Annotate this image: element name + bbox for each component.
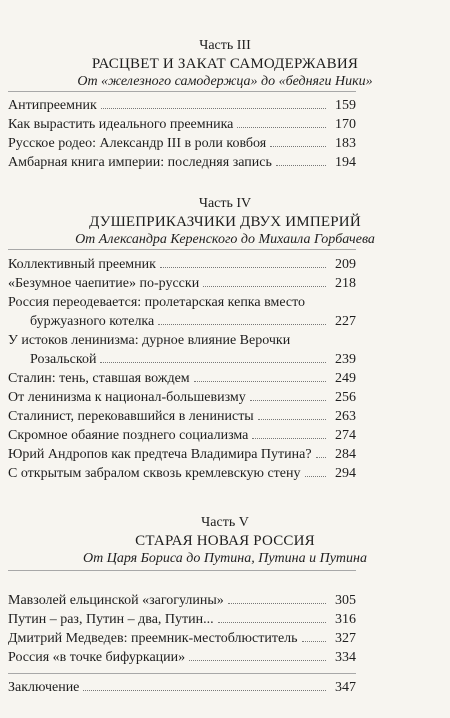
part-subtitle: От Царя Бориса до Путина, Путина и Путина [83,551,367,566]
part-title: ДУШЕПРИКАЗЧИКИ ДВУХ ИМПЕРИЙ [89,214,361,230]
part-title: РАСЦВЕТ И ЗАКАТ САМОДЕРЖАВИЯ [91,56,359,72]
part-subtitle: От Александра Керенского до Михаила Горбачева [75,232,375,247]
toc-part-5 [8,591,356,667]
toc-entry[interactable]: Сталинист, перековавшийся в ленинисты 263 [8,409,356,424]
part-title: СТАРАЯ НОВАЯ РОССИЯ [135,533,315,549]
toc-entry[interactable]: Юрий Андропов как предтеча Владимира Путина? 284 [8,447,356,462]
part-number: Часть IV [198,196,252,211]
part-4-header [0,196,450,248]
toc-entry[interactable]: От ленинизма к национал-большевизму 256 [8,390,356,405]
part-5-header [0,515,450,567]
part-subtitle: От «железного самодержца» до «бедняги Ники» [77,74,373,89]
toc-entry[interactable]: Амбарная книга империи: последняя запись 194 [8,155,356,170]
part-number: Часть V [201,515,249,530]
toc-entry[interactable]: У истоков ленинизма: дурное влияние Верочки Розальской 239 [8,333,356,367]
toc-entry[interactable]: Россия переодевается: пролетарская кепка вместо буржуазного котелка 227 [8,295,356,329]
toc-entry[interactable]: Заключение 347 [8,680,356,695]
toc-entry[interactable]: Дмитрий Медведев: преемник-местоблюститель 327 [8,631,356,646]
part-number: Часть III [199,38,251,53]
toc-entry[interactable]: Сталин: тень, ставшая вождем 249 [8,371,356,386]
divider [8,249,356,250]
toc-entry[interactable]: Путин – раз, Путин – два, Путин... 316 [8,612,356,627]
divider [8,570,356,571]
toc-conclusion [8,678,356,697]
divider [8,91,356,92]
toc-entry[interactable]: «Безумное чаепитие» по-русски 218 [8,276,356,291]
toc-entry[interactable]: Как вырастить идеального преемника 170 [8,117,356,132]
toc-entry[interactable]: Россия «в точке бифуркации» 334 [8,650,356,665]
toc-entry[interactable]: Мавзолей ельцинской «загогулины» 305 [8,593,356,608]
toc-entry[interactable]: Скромное обаяние позднего социализма 274 [8,428,356,443]
toc-part-3 [8,96,356,172]
toc-entry[interactable]: С открытым забралом сквозь кремлевскую стену 294 [8,466,356,481]
divider [8,673,356,674]
toc-entry[interactable]: Коллективный преемник 209 [8,257,356,272]
part-3-header [0,38,450,90]
toc-part-4 [8,255,356,483]
toc-entry[interactable]: Антипреемник 159 [8,98,356,113]
toc-entry[interactable]: Русское родео: Александр III в роли ковбоя 183 [8,136,356,151]
